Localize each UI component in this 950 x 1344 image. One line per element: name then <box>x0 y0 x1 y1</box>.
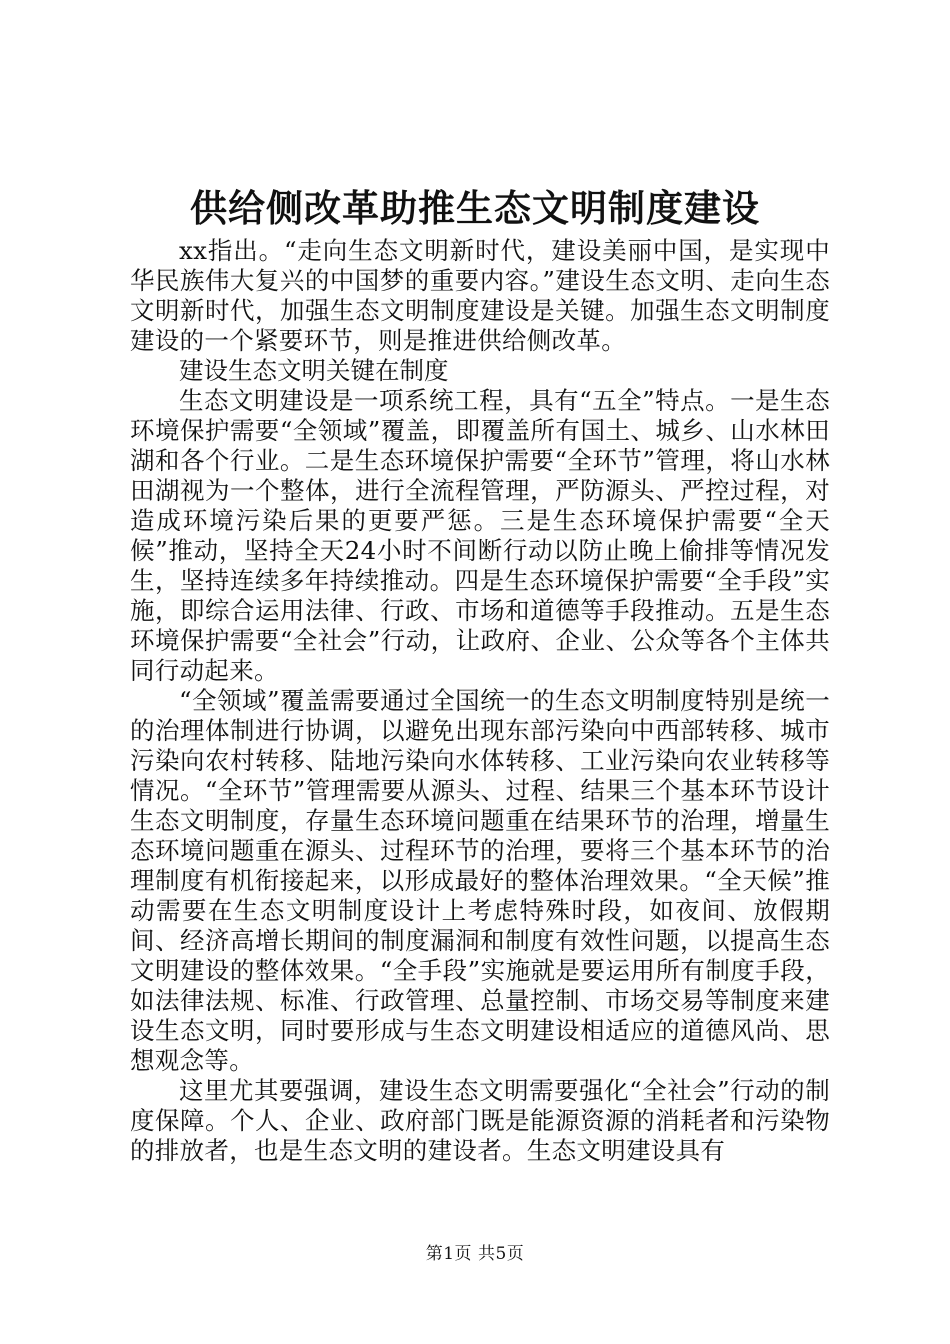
section-heading: 建设生态文明关键在制度 <box>179 356 449 385</box>
page-footer: 第1页 共5页 <box>425 1244 525 1264</box>
paragraph-five-features: 生态文明建设是一项系统工程，具有“五全”特点。一是生态环境保护需要“全领域”覆盖，即覆盖所有国土、城乡、山水林田湖和各个行业。二是生态环境保护需要“全环节”管理，将山水林田湖视为一个整体，进行全流程管理，严防源头、严控过程，对造成环境污染后果的更要严惩。三是生态环境保护需要“全天候”推动，坚持全天24小时不间断行动以防止晚上偷排等情况发生，坚持连续多年持续推动。四是生态环境保护需要“全手段”实施，即综合运用法律、行政、市场和道德等手段推动。五是生态环境保护需要“全社会”行动，让政府、企业、公众等各个主体共同行动起来。 <box>130 386 830 685</box>
paragraph-society: 这里尤其要强调，建设生态文明需要强化“全社会”行动的制度保障。个人、企业、政府部门既是能源资源的消耗者和污染物的排放者，也是生态文明的建设者。生态文明建设具有 <box>130 1076 830 1165</box>
document-body <box>130 236 830 1166</box>
paragraph-intro: xx指出。“走向生态文明新时代，建设美丽中国，是实现中华民族伟大复兴的中国梦的重要内容。”建设生态文明、走向生态文明新时代，加强生态文明制度建设是关键。加强生态文明制度建设的一个紧要环节，则是推进供给侧改革。 <box>130 236 830 355</box>
paragraph-coverage: “全领域”覆盖需要通过全国统一的生态文明制度特别是统一的治理体制进行协调，以避免出现东部污染向中西部转移、城市污染向农村转移、陆地污染向水体转移、工业污染向农业转移等情况。“全环节”管理需要从源头、过程、结果三个基本环节设计生态文明制度，存量生态环境问题重在结果环节的治理，增量生态环境问题重在源头、过程环节的治理，要将三个基本环节的治理制度有机衔接起来，以形成最好的整体治理效果。“全天候”推动需要在生态文明制度设计上考虑特殊时段，如夜间、放假期间、经济高增长期间的制度漏洞和制度有效性问题，以提高生态文明建设的整体效果。“全手段”实施就是要运用所有制度手段，如法律法规、标准、行政管理、总量控制、市场交易等制度来建设生态文明，同时要形成与生态文明建设相适应的道德风尚、思想观念等。 <box>130 686 830 1075</box>
document-title: 供给侧改革助推生态文明制度建设 <box>190 186 760 230</box>
